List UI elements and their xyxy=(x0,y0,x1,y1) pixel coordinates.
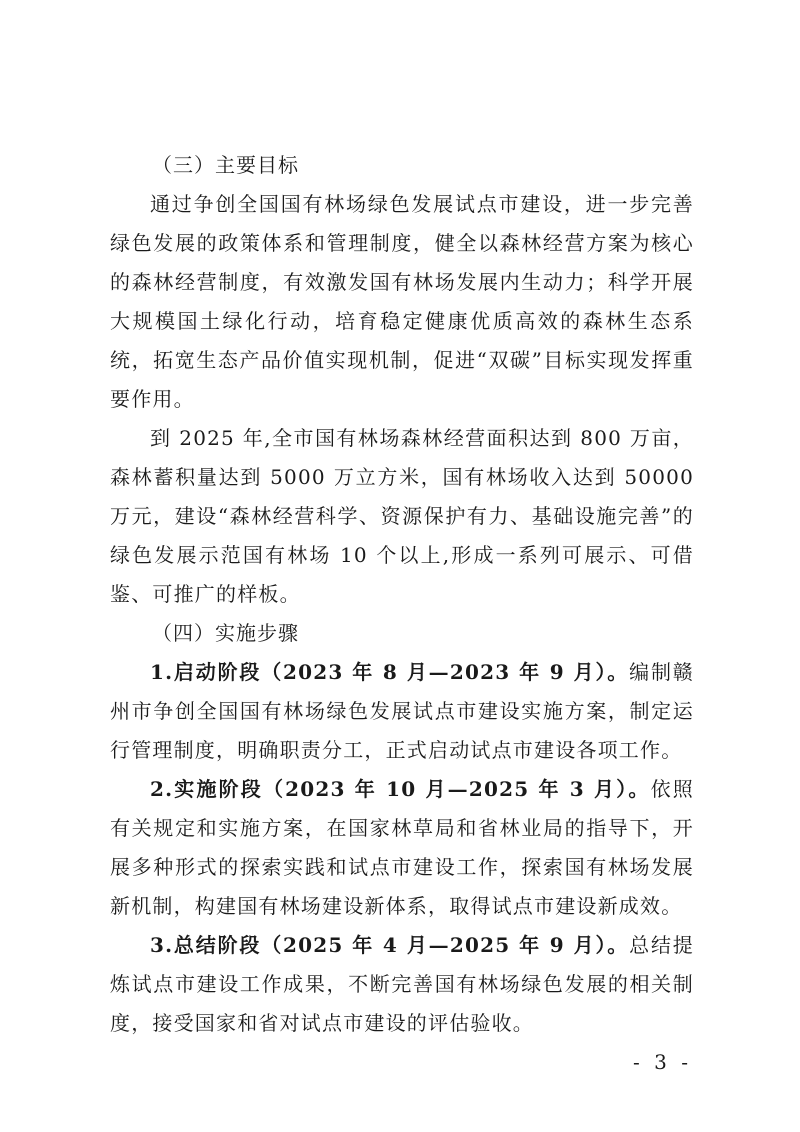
step-title-implementation: 2.实施阶段（2023 年 10 月—2025 年 3 月）。 xyxy=(150,777,651,801)
document-body xyxy=(110,146,694,1043)
step-item-summary xyxy=(110,926,694,1043)
page-number: - 3 - xyxy=(633,1050,692,1074)
step-title-launch: 1.启动阶段（2023 年 8 月—2023 年 9 月）。 xyxy=(150,660,630,684)
step-text-implementation: 依照有关规定和实施方案，在国家林草局和省林业局的指导下，开展多种形式的探索实践和试点市建设工作，探索国有林场发展新机制，构建国有林场建设新体系，取得试点市建设新成效。 xyxy=(110,777,694,918)
section-heading-main-goals: （三）主要目标 xyxy=(152,153,299,177)
paragraph-goals-overview: 通过争创全国国有林场绿色发展试点市建设，进一步完善绿色发展的政策体系和管理制度，健全以森林经营方案为核心的森林经营制度，有效激发国有林场发展内生动力；科学开展大规模国土绿化行动，培育稳定健康优质高效的森林生态系统，拓宽生态产品价值实现机制，促进“双碳”目标实现发挥重要作用。 xyxy=(110,192,694,411)
step-item-implementation xyxy=(110,770,694,926)
paragraph-goals-targets: 到 2025 年,全市国有林场森林经营面积达到 800 万亩，森林蓄积量达到 5000 万立方米，国有林场收入达到 50000 万元，建设“森林经营科学、资源保护有力、基础设施完善”的绿色发展示范国有林场 10 个以上,形成一系列可展示、可借鉴、可推广的样板。 xyxy=(110,426,694,606)
step-title-summary: 3.总结阶段（2025 年 4 月—2025 年 9 月）。 xyxy=(150,933,630,957)
step-text-summary: 总结提炼试点市建设工作成果，不断完善国有林场绿色发展的相关制度，接受国家和省对试点市建设的评估验收。 xyxy=(110,933,694,1035)
step-item-launch xyxy=(110,653,694,770)
step-text-launch: 编制赣州市争创全国国有林场绿色发展试点市建设实施方案，制定运行管理制度，明确职责分工，正式启动试点市建设各项工作。 xyxy=(110,660,694,762)
section-heading-implementation-steps: （四）实施步骤 xyxy=(152,621,299,645)
